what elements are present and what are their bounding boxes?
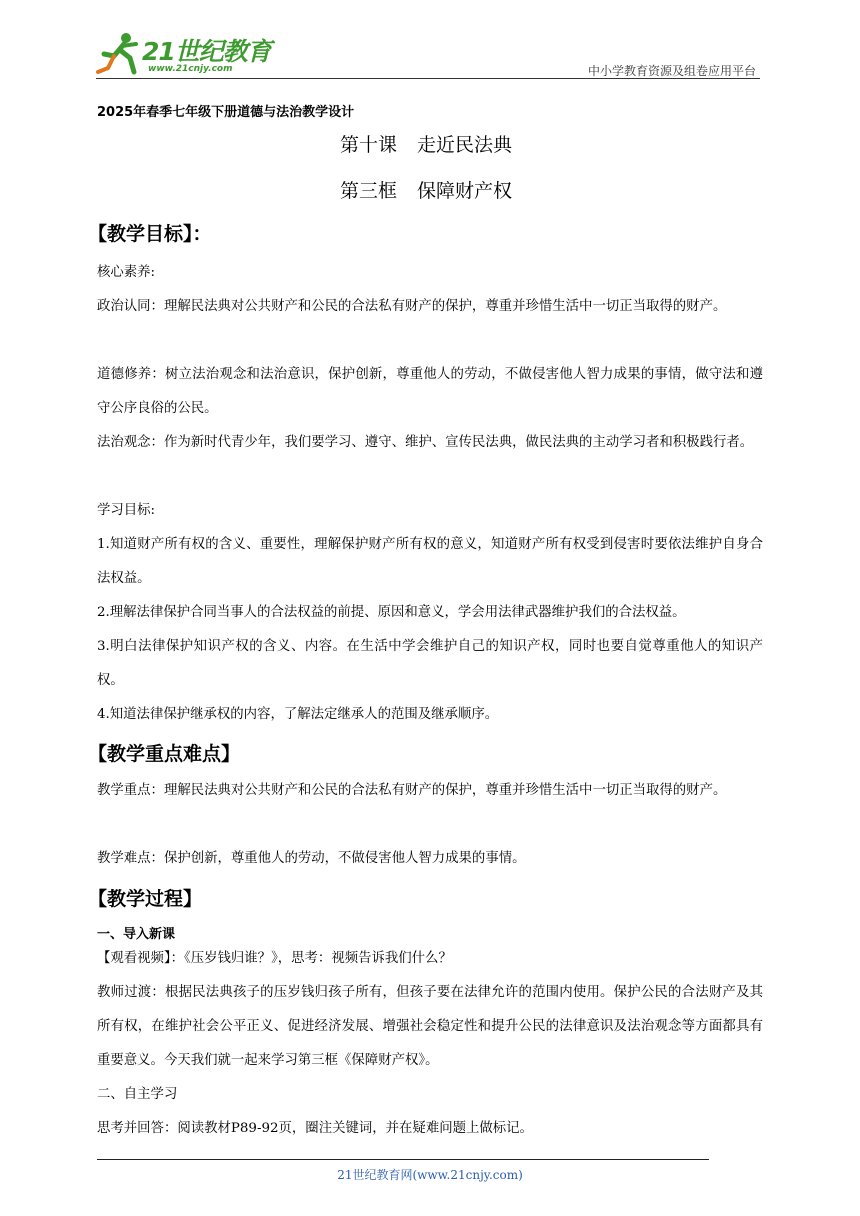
document-title: 2025年春季七年级下册道德与法治教学设计: [97, 105, 355, 120]
logo: [96, 32, 271, 78]
header-platform-text: 中小学教育资源及组卷应用平台: [587, 64, 756, 78]
runner-logo-icon: [96, 32, 144, 76]
header-divider: [96, 78, 760, 79]
teacher-transition: 教师过渡：根据民法典孩子的压岁钱归孩子所有，但孩子要在法律允许的范围内使用。保护公民的合法财产及其所有权，在维护社会公平正义、促进经济发展、增强社会稳定性和提升公民的法律意识及法治观念等方面都具有重要意义。今天我们就一起来学习第三框《保障财产权》。: [97, 985, 763, 1068]
goals-heading: 【教学目标】：: [88, 223, 212, 245]
footer-divider: [97, 1159, 709, 1160]
core-political: 政治认同：理解民法典对公共财产和公民的合法私有财产的保护，尊重并珍惜生活中一切正当取得的财产。: [97, 299, 727, 314]
unit-name: 走近民法典: [417, 134, 513, 156]
key-points-heading: 【教学重点难点】: [88, 743, 241, 765]
video-activity: 【观看视频】：《压岁钱归谁？》，思考：视频告诉我们什么？: [97, 951, 452, 966]
part-1-heading: 一、导入新课: [97, 927, 176, 942]
teaching-difficulty: 教学难点：保护创新，尊重他人的劳动，不做侵害他人智力成果的事情。: [97, 851, 526, 866]
part-2-heading: 二、自主学习: [97, 1087, 178, 1102]
core-literacy-label: 核心素养:: [97, 265, 156, 280]
core-legal: 法治观念：作为新时代青少年，我们要学习、遵守、维护、宣传民法典，做民法典的主动学习者和积极践行者。: [97, 435, 754, 450]
study-goal-2: 2.理解法律保护合同当事人的合法权益的前提、原因和意义，学会用法律武器维护我们的合法权益。: [97, 605, 686, 620]
study-goal-3: 3.明白法律保护知识产权的含义、内容。在生活中学会维护自己的知识产权，同时也要自觉尊重他人的知识产权。: [97, 639, 763, 688]
core-moral: 道德修养：树立法治观念和法治意识，保护创新，尊重他人的劳动，不做侵害他人智力成果的事情，做守法和遵守公序良俗的公民。: [97, 367, 763, 416]
self-study-task: 思考并回答：阅读教材P89-92页，圈注关键词，并在疑难问题上做标记。: [97, 1121, 533, 1136]
study-goals-label: 学习目标:: [97, 503, 156, 518]
lesson-unit: [340, 130, 512, 157]
footer-link[interactable]: 21世纪教育网(www.21cnjy.com): [337, 1168, 523, 1182]
study-goal-4: 4.知道法律保护继承权的内容，了解法定继承人的范围及继承顺序。: [97, 707, 499, 722]
logo-text: 21世纪教育: [142, 37, 271, 66]
logo-url: www.21cnjy.com: [148, 64, 233, 74]
process-heading: 【教学过程】: [88, 888, 203, 910]
page-header: [96, 26, 760, 80]
unit-label: 第十课: [340, 134, 398, 156]
frame-name: 保障财产权: [417, 180, 513, 202]
study-goal-1: 1.知道财产所有权的含义、重要性，理解保护财产所有权的意义，知道财产所有权受到侵害时要依法维护自身合法权益。: [97, 537, 763, 586]
lesson-frame: [340, 176, 512, 203]
teaching-focus: 教学重点：理解民法典对公共财产和公民的合法私有财产的保护，尊重并珍惜生活中一切正当取得的财产。: [97, 783, 727, 798]
frame-label: 第三框: [340, 180, 398, 202]
